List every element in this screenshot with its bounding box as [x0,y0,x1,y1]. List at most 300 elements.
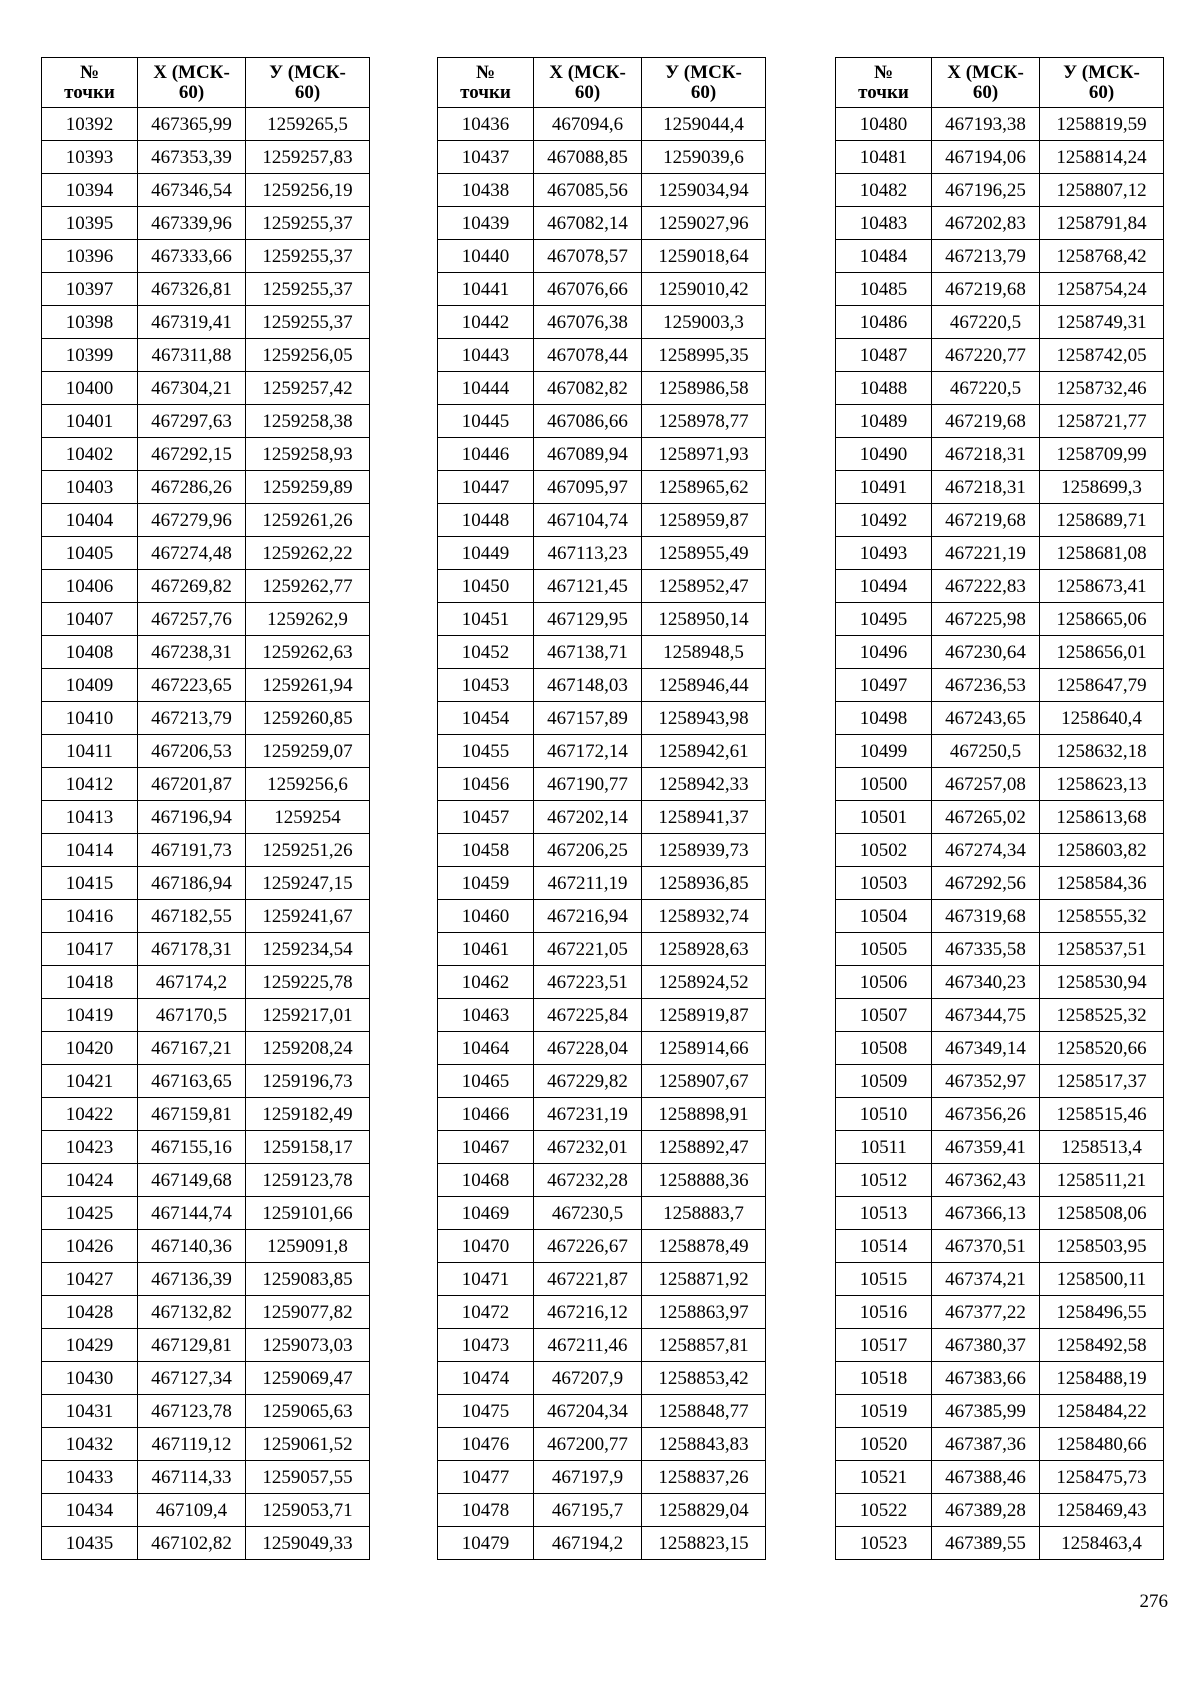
x-coordinate-cell: 467232,28 [534,1164,642,1197]
table-row [438,471,766,504]
table-row [836,768,1164,801]
x-coordinate-cell: 467383,66 [932,1362,1040,1395]
table-row [438,1065,766,1098]
table-row [438,1197,766,1230]
table-row [438,1032,766,1065]
y-coordinate-cell: 1258632,18 [1040,735,1164,768]
table-row [836,702,1164,735]
y-coordinate-cell: 1258843,83 [642,1428,766,1461]
point-number-cell: 10491 [836,471,932,504]
y-coordinate-cell: 1258978,77 [642,405,766,438]
x-coordinate-cell: 467346,54 [138,174,246,207]
table-row [438,867,766,900]
point-number-cell: 10436 [438,108,534,141]
x-coordinate-cell: 467380,37 [932,1329,1040,1362]
point-number-cell: 10445 [438,405,534,438]
point-number-cell: 10441 [438,273,534,306]
table-row [438,900,766,933]
table-row [836,1395,1164,1428]
header-x-coordinate: Х (МСК- 60) [932,58,1040,108]
y-coordinate-cell: 1258463,4 [1040,1527,1164,1560]
table-row [42,1164,370,1197]
point-number-cell: 10495 [836,603,932,636]
y-coordinate-cell: 1258892,47 [642,1131,766,1164]
point-number-cell: 10430 [42,1362,138,1395]
y-coordinate-cell: 1259258,93 [246,438,370,471]
point-number-cell: 10468 [438,1164,534,1197]
y-coordinate-cell: 1258492,58 [1040,1329,1164,1362]
point-number-cell: 10449 [438,537,534,570]
table-row [42,801,370,834]
x-coordinate-cell: 467194,2 [534,1527,642,1560]
y-coordinate-cell: 1259034,94 [642,174,766,207]
point-number-cell: 10410 [42,702,138,735]
y-coordinate-cell: 1258946,44 [642,669,766,702]
y-coordinate-cell: 1258898,91 [642,1098,766,1131]
table-row [836,900,1164,933]
point-number-cell: 10409 [42,669,138,702]
x-coordinate-cell: 467140,36 [138,1230,246,1263]
x-coordinate-cell: 467220,77 [932,339,1040,372]
table-row [42,1263,370,1296]
x-coordinate-cell: 467157,89 [534,702,642,735]
x-coordinate-cell: 467082,14 [534,207,642,240]
point-number-cell: 10462 [438,966,534,999]
table-row [438,1164,766,1197]
table-row [42,1494,370,1527]
x-coordinate-cell: 467219,68 [932,405,1040,438]
y-coordinate-cell: 1259260,85 [246,702,370,735]
x-coordinate-cell: 467340,23 [932,966,1040,999]
point-number-cell: 10511 [836,1131,932,1164]
y-coordinate-cell: 1258907,67 [642,1065,766,1098]
point-number-cell: 10432 [42,1428,138,1461]
y-coordinate-cell: 1259256,6 [246,768,370,801]
header-y-coordinate: У (МСК- 60) [1040,58,1164,108]
x-coordinate-cell: 467211,46 [534,1329,642,1362]
point-number-cell: 10398 [42,306,138,339]
x-coordinate-cell: 467274,48 [138,537,246,570]
table-row [42,999,370,1032]
x-coordinate-cell: 467089,94 [534,438,642,471]
table-row [438,702,766,735]
y-coordinate-cell: 1258520,66 [1040,1032,1164,1065]
point-number-cell: 10401 [42,405,138,438]
table-row [438,801,766,834]
table-row [42,1527,370,1560]
x-coordinate-cell: 467163,65 [138,1065,246,1098]
table-row [438,504,766,537]
point-number-cell: 10452 [438,636,534,669]
y-coordinate-cell: 1258689,71 [1040,504,1164,537]
table-row [836,1494,1164,1527]
x-coordinate-cell: 467076,38 [534,306,642,339]
table-row [836,669,1164,702]
table-row [42,438,370,471]
y-coordinate-cell: 1259259,89 [246,471,370,504]
table-row [438,999,766,1032]
table-row [42,603,370,636]
y-coordinate-cell: 1258848,77 [642,1395,766,1428]
point-number-cell: 10523 [836,1527,932,1560]
table-row [42,405,370,438]
point-number-cell: 10457 [438,801,534,834]
y-coordinate-cell: 1258469,43 [1040,1494,1164,1527]
y-coordinate-cell: 1258503,95 [1040,1230,1164,1263]
point-number-cell: 10476 [438,1428,534,1461]
table-row [438,1263,766,1296]
table-header-row [42,58,370,108]
point-number-cell: 10481 [836,141,932,174]
point-number-cell: 10421 [42,1065,138,1098]
y-coordinate-cell: 1258515,46 [1040,1098,1164,1131]
table-row [438,669,766,702]
x-coordinate-cell: 467286,26 [138,471,246,504]
table-row [836,1065,1164,1098]
y-coordinate-cell: 1259255,37 [246,207,370,240]
table-row [438,1098,766,1131]
y-coordinate-cell: 1259158,17 [246,1131,370,1164]
y-coordinate-cell: 1258888,36 [642,1164,766,1197]
table-row [438,933,766,966]
point-number-cell: 10504 [836,900,932,933]
table-row [836,1329,1164,1362]
point-number-cell: 10419 [42,999,138,1032]
y-coordinate-cell: 1258754,24 [1040,273,1164,306]
y-coordinate-cell: 1259255,37 [246,306,370,339]
y-coordinate-cell: 1258484,22 [1040,1395,1164,1428]
y-coordinate-cell: 1258936,85 [642,867,766,900]
table-row [836,141,1164,174]
x-coordinate-cell: 467311,88 [138,339,246,372]
x-coordinate-cell: 467356,26 [932,1098,1040,1131]
y-coordinate-cell: 1259101,66 [246,1197,370,1230]
x-coordinate-cell: 467219,68 [932,504,1040,537]
point-number-cell: 10400 [42,372,138,405]
table-row [42,207,370,240]
x-coordinate-cell: 467385,99 [932,1395,1040,1428]
x-coordinate-cell: 467374,21 [932,1263,1040,1296]
header-point-number: № точки [438,58,534,108]
x-coordinate-cell: 467159,81 [138,1098,246,1131]
y-coordinate-cell: 1258749,31 [1040,306,1164,339]
x-coordinate-cell: 467297,63 [138,405,246,438]
point-number-cell: 10453 [438,669,534,702]
point-number-cell: 10517 [836,1329,932,1362]
point-number-cell: 10424 [42,1164,138,1197]
y-coordinate-cell: 1258857,81 [642,1329,766,1362]
point-number-cell: 10494 [836,570,932,603]
x-coordinate-cell: 467257,08 [932,768,1040,801]
x-coordinate-cell: 467216,12 [534,1296,642,1329]
point-number-cell: 10392 [42,108,138,141]
table-row [836,801,1164,834]
x-coordinate-cell: 467377,22 [932,1296,1040,1329]
point-number-cell: 10510 [836,1098,932,1131]
table-body [438,108,766,1560]
table-row [836,372,1164,405]
x-coordinate-cell: 467387,36 [932,1428,1040,1461]
x-coordinate-cell: 467082,82 [534,372,642,405]
y-coordinate-cell: 1258647,79 [1040,669,1164,702]
point-number-cell: 10403 [42,471,138,504]
table-row [836,1131,1164,1164]
point-number-cell: 10488 [836,372,932,405]
table-row [42,1197,370,1230]
y-coordinate-cell: 1258699,3 [1040,471,1164,504]
table-row [836,1197,1164,1230]
table-row [438,735,766,768]
table-row [42,471,370,504]
x-coordinate-cell: 467129,81 [138,1329,246,1362]
coordinates-table-3 [835,57,1164,1560]
point-number-cell: 10422 [42,1098,138,1131]
y-coordinate-cell: 1258613,68 [1040,801,1164,834]
y-coordinate-cell: 1258932,74 [642,900,766,933]
y-coordinate-cell: 1259053,71 [246,1494,370,1527]
x-coordinate-cell: 467228,04 [534,1032,642,1065]
y-coordinate-cell: 1258681,08 [1040,537,1164,570]
x-coordinate-cell: 467170,5 [138,999,246,1032]
x-coordinate-cell: 467127,34 [138,1362,246,1395]
point-number-cell: 10469 [438,1197,534,1230]
table-row [438,141,766,174]
x-coordinate-cell: 467129,95 [534,603,642,636]
table-row [42,240,370,273]
point-number-cell: 10463 [438,999,534,1032]
x-coordinate-cell: 467218,31 [932,438,1040,471]
y-coordinate-cell: 1258829,04 [642,1494,766,1527]
table-row [836,999,1164,1032]
table-row [836,834,1164,867]
x-coordinate-cell: 467078,44 [534,339,642,372]
x-coordinate-cell: 467191,73 [138,834,246,867]
x-coordinate-cell: 467222,83 [932,570,1040,603]
point-number-cell: 10477 [438,1461,534,1494]
x-coordinate-cell: 467231,19 [534,1098,642,1131]
x-coordinate-cell: 467178,31 [138,933,246,966]
point-number-cell: 10522 [836,1494,932,1527]
x-coordinate-cell: 467362,43 [932,1164,1040,1197]
y-coordinate-cell: 1258807,12 [1040,174,1164,207]
y-coordinate-cell: 1259255,37 [246,273,370,306]
table-row [42,306,370,339]
y-coordinate-cell: 1258959,87 [642,504,766,537]
point-number-cell: 10499 [836,735,932,768]
y-coordinate-cell: 1258948,5 [642,636,766,669]
table-row [836,339,1164,372]
y-coordinate-cell: 1259027,96 [642,207,766,240]
table-row [438,1461,766,1494]
point-number-cell: 10502 [836,834,932,867]
x-coordinate-cell: 467190,77 [534,768,642,801]
x-coordinate-cell: 467223,51 [534,966,642,999]
table-body [836,108,1164,1560]
table-row [438,603,766,636]
table-row [438,108,766,141]
y-coordinate-cell: 1258919,87 [642,999,766,1032]
table-row [42,768,370,801]
x-coordinate-cell: 467333,66 [138,240,246,273]
table-row [42,867,370,900]
table-row [836,273,1164,306]
table-row [836,471,1164,504]
point-number-cell: 10518 [836,1362,932,1395]
point-number-cell: 10473 [438,1329,534,1362]
table-row [42,372,370,405]
y-coordinate-cell: 1259039,6 [642,141,766,174]
x-coordinate-cell: 467182,55 [138,900,246,933]
point-number-cell: 10521 [836,1461,932,1494]
y-coordinate-cell: 1258924,52 [642,966,766,999]
x-coordinate-cell: 467172,14 [534,735,642,768]
x-coordinate-cell: 467086,66 [534,405,642,438]
y-coordinate-cell: 1259259,07 [246,735,370,768]
x-coordinate-cell: 467335,58 [932,933,1040,966]
x-coordinate-cell: 467138,71 [534,636,642,669]
y-coordinate-cell: 1259262,77 [246,570,370,603]
point-number-cell: 10399 [42,339,138,372]
table-row [42,1362,370,1395]
point-number-cell: 10519 [836,1395,932,1428]
table-row [438,1527,766,1560]
y-coordinate-cell: 1258537,51 [1040,933,1164,966]
table-row [438,306,766,339]
x-coordinate-cell: 467238,31 [138,636,246,669]
x-coordinate-cell: 467095,97 [534,471,642,504]
point-number-cell: 10485 [836,273,932,306]
y-coordinate-cell: 1258995,35 [642,339,766,372]
point-number-cell: 10415 [42,867,138,900]
y-coordinate-cell: 1258640,4 [1040,702,1164,735]
table-row [42,1098,370,1131]
x-coordinate-cell: 467319,41 [138,306,246,339]
table-row [438,174,766,207]
point-number-cell: 10492 [836,504,932,537]
table-row [836,108,1164,141]
x-coordinate-cell: 467279,96 [138,504,246,537]
x-coordinate-cell: 467232,01 [534,1131,642,1164]
table-row [42,1230,370,1263]
table-row [42,702,370,735]
point-number-cell: 10414 [42,834,138,867]
point-number-cell: 10493 [836,537,932,570]
x-coordinate-cell: 467292,56 [932,867,1040,900]
table-row [438,405,766,438]
point-number-cell: 10516 [836,1296,932,1329]
y-coordinate-cell: 1258656,01 [1040,636,1164,669]
table-row [836,207,1164,240]
table-row [836,1164,1164,1197]
x-coordinate-cell: 467230,64 [932,636,1040,669]
table-row [42,1461,370,1494]
y-coordinate-cell: 1259003,3 [642,306,766,339]
table-row [836,1296,1164,1329]
point-number-cell: 10454 [438,702,534,735]
y-coordinate-cell: 1258955,49 [642,537,766,570]
point-number-cell: 10508 [836,1032,932,1065]
point-number-cell: 10500 [836,768,932,801]
x-coordinate-cell: 467250,5 [932,735,1040,768]
y-coordinate-cell: 1258823,15 [642,1527,766,1560]
header-x-coordinate: Х (МСК- 60) [534,58,642,108]
table-row [42,966,370,999]
x-coordinate-cell: 467344,75 [932,999,1040,1032]
x-coordinate-cell: 467353,39 [138,141,246,174]
table-row [836,1527,1164,1560]
table-row [42,537,370,570]
header-y-coordinate: У (МСК- 60) [246,58,370,108]
y-coordinate-cell: 1258965,62 [642,471,766,504]
x-coordinate-cell: 467211,19 [534,867,642,900]
x-coordinate-cell: 467104,74 [534,504,642,537]
y-coordinate-cell: 1259123,78 [246,1164,370,1197]
y-coordinate-cell: 1258665,06 [1040,603,1164,636]
y-coordinate-cell: 1259061,52 [246,1428,370,1461]
x-coordinate-cell: 467196,25 [932,174,1040,207]
table-row [42,339,370,372]
table-row [42,570,370,603]
x-coordinate-cell: 467220,5 [932,306,1040,339]
point-number-cell: 10460 [438,900,534,933]
table-row [438,537,766,570]
table-row [42,273,370,306]
y-coordinate-cell: 1259257,42 [246,372,370,405]
x-coordinate-cell: 467132,82 [138,1296,246,1329]
x-coordinate-cell: 467094,6 [534,108,642,141]
point-number-cell: 10440 [438,240,534,273]
table-row [438,339,766,372]
x-coordinate-cell: 467121,45 [534,570,642,603]
point-number-cell: 10425 [42,1197,138,1230]
header-x-coordinate: Х (МСК- 60) [138,58,246,108]
header-point-number: № точки [836,58,932,108]
y-coordinate-cell: 1258914,66 [642,1032,766,1065]
point-number-cell: 10506 [836,966,932,999]
table-row [438,1395,766,1428]
y-coordinate-cell: 1258819,59 [1040,108,1164,141]
point-number-cell: 10413 [42,801,138,834]
y-coordinate-cell: 1259083,85 [246,1263,370,1296]
point-number-cell: 10451 [438,603,534,636]
y-coordinate-cell: 1259182,49 [246,1098,370,1131]
y-coordinate-cell: 1259069,47 [246,1362,370,1395]
y-coordinate-cell: 1258480,66 [1040,1428,1164,1461]
y-coordinate-cell: 1258673,41 [1040,570,1164,603]
point-number-cell: 10448 [438,504,534,537]
point-number-cell: 10404 [42,504,138,537]
point-number-cell: 10474 [438,1362,534,1395]
point-number-cell: 10438 [438,174,534,207]
point-number-cell: 10467 [438,1131,534,1164]
y-coordinate-cell: 1258768,42 [1040,240,1164,273]
point-number-cell: 10498 [836,702,932,735]
y-coordinate-cell: 1259057,55 [246,1461,370,1494]
table-row [42,636,370,669]
point-number-cell: 10397 [42,273,138,306]
point-number-cell: 10402 [42,438,138,471]
y-coordinate-cell: 1259262,63 [246,636,370,669]
x-coordinate-cell: 467389,28 [932,1494,1040,1527]
y-coordinate-cell: 1259256,19 [246,174,370,207]
x-coordinate-cell: 467201,87 [138,768,246,801]
y-coordinate-cell: 1259258,38 [246,405,370,438]
point-number-cell: 10443 [438,339,534,372]
point-number-cell: 10472 [438,1296,534,1329]
point-number-cell: 10423 [42,1131,138,1164]
y-coordinate-cell: 1258837,26 [642,1461,766,1494]
x-coordinate-cell: 467274,34 [932,834,1040,867]
